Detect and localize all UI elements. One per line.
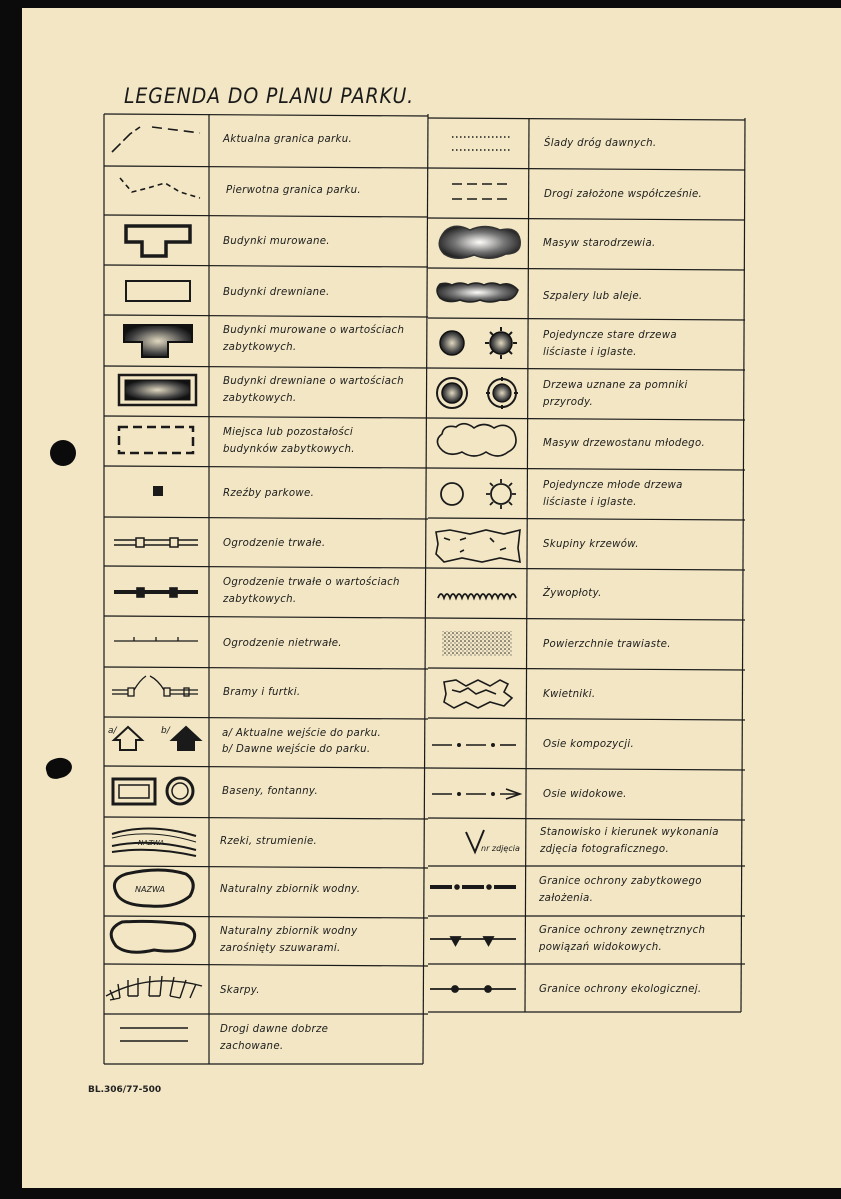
wooden-building-icon	[126, 281, 190, 301]
shrub-group-icon	[436, 530, 520, 562]
entrance-b-mark: b/	[161, 726, 170, 736]
label-natural-pond: Naturalny zbiornik wodny.	[220, 884, 361, 895]
monument-tree-icon	[437, 377, 518, 409]
label-overgrown-pond: Naturalny zbiornik wodny zarośnięty szuwarami.	[220, 926, 358, 954]
label-historic-masonry: Budynki murowane o wartościach zabytkowych.	[223, 325, 405, 353]
escarpment-icon	[106, 976, 202, 1000]
label-view-axes: Osie widokowe.	[543, 789, 627, 800]
pond-icon-label: NAZWA	[135, 885, 165, 894]
building-remains-icon	[119, 427, 193, 453]
label-eco-protection: Granice ochrony ekologicznej.	[539, 984, 702, 995]
label-escarpments: Skarpy.	[220, 985, 260, 996]
tree-row-icon	[437, 283, 518, 302]
footer-code: BL.306/77-500	[88, 1085, 162, 1095]
label-historic-fence: Ogrodzenie trwałe o wartościach zabytkowych.	[223, 577, 400, 605]
dotted-road-icon	[452, 137, 512, 150]
eco-boundary-icon	[430, 986, 516, 992]
entrance-arrow-icon	[114, 727, 200, 750]
masonry-building-icon	[126, 226, 190, 256]
label-photo-station: Stanowisko i kierunek wykonania zdjęcia fotograficznego.	[540, 827, 719, 855]
label-lawns: Powierzchnie trawiaste.	[543, 639, 671, 650]
gate-icon	[112, 676, 198, 696]
river-icon-label: NAZWA	[138, 839, 165, 847]
label-young-tree-mass: Masyw drzewostanu młodego.	[543, 438, 706, 449]
label-old-roads: Drogi dawne dobrze zachowane.	[220, 1024, 329, 1052]
young-tree-icon	[441, 479, 516, 509]
old-tree-mass-icon	[439, 226, 520, 258]
label-sculptures: Rzeźby parkowe.	[223, 488, 315, 499]
permanent-fence-icon	[114, 538, 198, 547]
label-composition-axes: Osie kompozycji.	[543, 739, 635, 750]
legend-title: LEGENDA DO PLANU PARKU.	[124, 84, 415, 108]
label-heritage-protection: Granice ochrony zabytkowego założenia.	[539, 876, 702, 904]
lawn-icon	[442, 631, 512, 656]
label-temporary-fence: Ogrodzenie nietrwałe.	[223, 638, 342, 649]
view-axis-icon	[432, 789, 520, 799]
young-tree-mass-icon	[437, 424, 516, 456]
label-historic-wooden: Budynki drewniane o wartościach zabytkowych.	[223, 376, 404, 404]
label-hedges: Żywopłoty.	[543, 588, 602, 599]
hedge-icon	[438, 594, 516, 598]
heritage-boundary-icon	[430, 885, 516, 889]
composition-axis-icon	[432, 744, 516, 746]
label-entrance-current: a/ Aktualne wejście do parku.	[222, 728, 382, 739]
label-view-protection: Granice ochrony zewnętrznych powiązań widokowych.	[539, 925, 706, 953]
view-boundary-icon	[430, 937, 516, 945]
overgrown-pond-icon	[111, 921, 194, 952]
label-original-boundary: Pierwotna granica parku.	[226, 185, 361, 196]
label-old-tree-mass: Masyw starodrzewia.	[543, 238, 656, 249]
label-permanent-fence: Ogrodzenie trwałe.	[223, 538, 326, 549]
temporary-fence-icon	[114, 637, 198, 641]
flowerbed-icon	[444, 680, 512, 708]
label-traces-old-roads: Ślady dróg dawnych.	[544, 138, 657, 149]
historic-fence-icon	[114, 588, 198, 597]
label-entrance-former: b/ Dawne wejście do parku.	[222, 744, 371, 755]
label-rivers: Rzeki, strumienie.	[220, 836, 318, 847]
label-tree-rows: Szpalery lub aleje.	[543, 291, 643, 302]
historic-wooden-icon	[119, 375, 196, 405]
new-road-icon	[452, 184, 512, 199]
label-masonry-buildings: Budynki murowane.	[223, 236, 330, 247]
entrance-a-mark: a/	[108, 726, 117, 736]
label-building-remains: Miejsca lub pozostałości budynków zabytkowych.	[223, 427, 355, 455]
label-single-young-trees: Pojedyncze młode drzewa liściaste i iglaste.	[543, 480, 683, 508]
old-road-icon	[120, 1028, 188, 1041]
label-new-roads: Drogi założone współcześnie.	[544, 189, 703, 200]
label-flowerbeds: Kwietniki.	[543, 689, 596, 700]
original-boundary-icon	[120, 178, 200, 198]
old-tree-icon	[440, 327, 517, 359]
label-nature-monuments: Drzewa uznane za pomniki przyrody.	[543, 380, 688, 408]
label-wooden-buildings: Budynki drewniane.	[223, 287, 330, 298]
label-current-boundary: Aktualna granica parku.	[223, 134, 352, 145]
label-gates: Bramy i furtki.	[223, 687, 301, 698]
label-shrub-groups: Skupiny krzewów.	[543, 539, 639, 550]
label-pools: Baseny, fontanny.	[222, 786, 318, 797]
historic-masonry-icon	[124, 325, 192, 357]
sculpture-icon	[153, 486, 163, 496]
pool-fountain-icon	[113, 778, 193, 804]
dashed-boundary-icon	[112, 127, 200, 152]
label-single-old-trees: Pojedyncze stare drzewa liściaste i iglaste.	[543, 330, 677, 358]
photo-number-label: nr zdjęcia	[481, 844, 520, 853]
